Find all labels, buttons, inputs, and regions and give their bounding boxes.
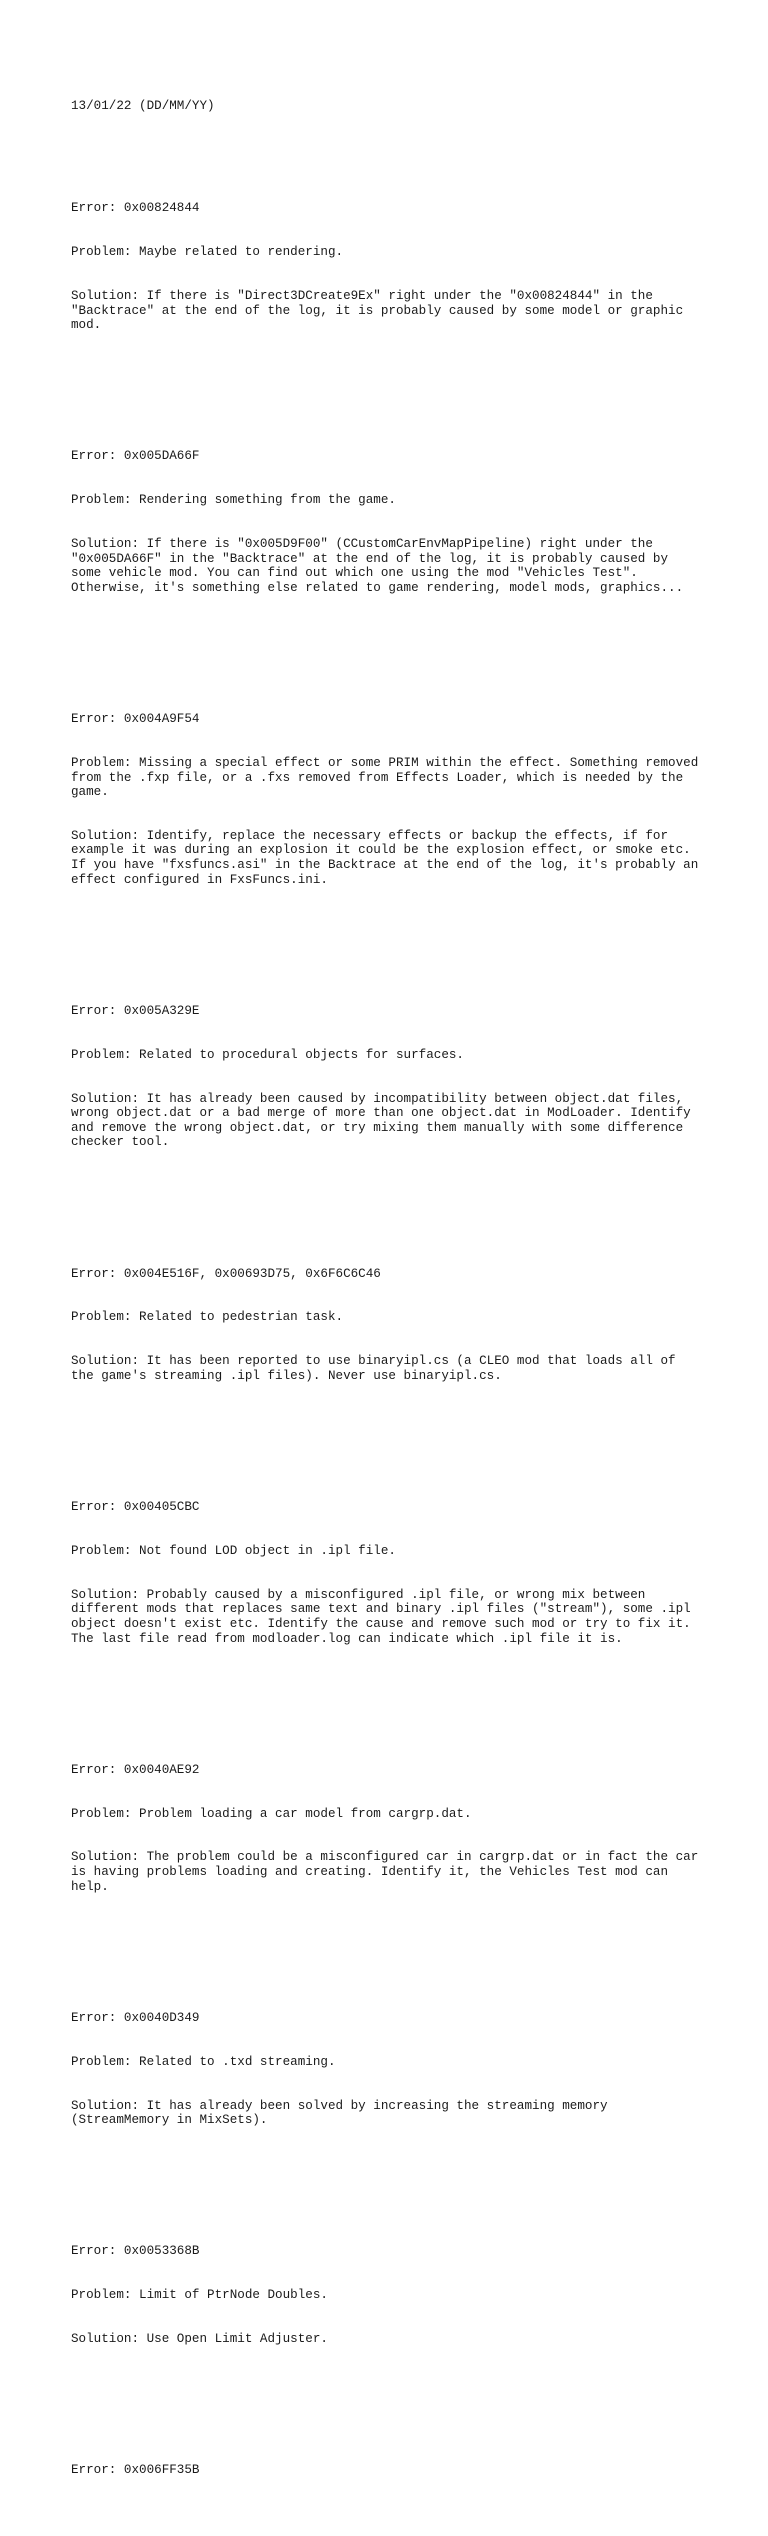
error-problem: Problem: Missing a special effect or some PRIM within the effect. Something removed from the .fxp file, or a .fxs removed from Effects Loader, which is needed by the game. bbox=[71, 755, 699, 800]
error-code: Error: 0x005DA66F bbox=[71, 449, 200, 464]
error-code: Error: 0x005A329E bbox=[71, 1004, 200, 1018]
error-entry bbox=[71, 1471, 711, 1675]
error-problem: Problem: Problem loading a car model from cargrp.dat. bbox=[71, 1806, 472, 1821]
error-code: Error: 0x00824844 bbox=[71, 201, 200, 216]
error-code: Error: 0x004A9F54 bbox=[71, 712, 200, 727]
error-entry bbox=[71, 683, 711, 917]
error-solution: Solution: If there is "0x005D9F00" (CCustomCarEnvMapPipeline) right under the "0x005DA66F" in the "Backtrace" at the end of the log, it is probably caused by some vehicle mod. You can find out which one using the mod "Vehicles Test". Otherwise, it's something else related to game rendering, model mods, graphics... bbox=[71, 537, 684, 595]
error-solution: Solution: It has been reported to use binaryipl.cs (a CLEO mod that loads all of the game's streaming .ipl files). Never use binaryipl.cs. bbox=[71, 1354, 676, 1383]
error-code: Error: 0x004E516F, 0x00693D75, 0x6F6C6C46 bbox=[71, 1266, 381, 1281]
error-entry bbox=[71, 1734, 711, 1924]
document-date: 13/01/22 (DD/MM/YY) bbox=[71, 99, 215, 114]
error-solution: Solution: Identify, replace the necessary effects or backup the effects, if for example it was during an explosion it could be the explosion effect, or smoke etc. If you have "fxsfuncs.asi" in the Backtrace at the end of the log, it's probably an effect configured in FxsFuncs.ini. bbox=[71, 828, 699, 887]
error-solution: Solution: It has already been solved by increasing the streaming memory (StreamMemory in MixSets). bbox=[71, 2098, 608, 2128]
error-problem: Problem: Maybe related to rendering. bbox=[71, 245, 344, 260]
error-entry bbox=[71, 975, 711, 1179]
error-entry bbox=[71, 1982, 711, 2157]
error-problem: Problem: Rendering something from the game. bbox=[71, 493, 396, 508]
error-solution: Solution: The problem could be a misconfigured car in cargrp.dat or in fact the car is having problems loading and creating. Identify it, the Vehicles Test mod can help. bbox=[71, 1850, 699, 1894]
error-problem: Problem: Not found LOD object in .ipl file. bbox=[71, 1543, 396, 1558]
document-page bbox=[71, 70, 711, 2536]
error-problem: Problem: Related to procedural objects for surfaces. bbox=[71, 1047, 464, 1062]
error-problem: Problem: Related to .txd streaming. bbox=[71, 2054, 336, 2069]
error-code: Error: 0x00405CBC bbox=[71, 1500, 200, 1515]
error-entry bbox=[71, 2215, 711, 2376]
error-code: Error: 0x0053368B bbox=[71, 2244, 200, 2259]
error-problem: Problem: Limit of PtrNode Doubles. bbox=[71, 2288, 328, 2303]
error-problem: Problem: Related to pedestrian task. bbox=[71, 1310, 344, 1325]
error-code: Error: 0x0040D349 bbox=[71, 2010, 200, 2025]
error-code: Error: 0x006FF35B bbox=[71, 2463, 200, 2478]
error-solution: Solution: If there is "Direct3DCreate9Ex" right under the "0x00824844" in the "Backtrace" at the end of the log, it is probably caused by some model or graphic mod. bbox=[71, 288, 684, 333]
error-entry bbox=[71, 2434, 711, 2507]
error-solution: Solution: Use Open Limit Adjuster. bbox=[71, 2332, 328, 2347]
error-code: Error: 0x0040AE92 bbox=[71, 1762, 200, 1777]
error-solution: Solution: It has already been caused by incompatibility between object.dat files, wrong object.dat or a bad merge of more than one object.dat in ModLoader. Identify and remove the wrong object.dat, or try mixing them manually with some difference checker tool. bbox=[71, 1091, 691, 1150]
error-entry bbox=[71, 172, 711, 362]
error-entry bbox=[71, 420, 711, 624]
error-solution: Solution: Probably caused by a misconfigured .ipl file, or wrong mix between different mods that replaces same text and binary .ipl files ("stream"), some .ipl object doesn't exist etc. Identify the cause and remove such mod or try to fix it. The last file read from modloader.log can indicate which .ipl file it is. bbox=[71, 1587, 691, 1646]
error-entry bbox=[71, 1238, 711, 1413]
